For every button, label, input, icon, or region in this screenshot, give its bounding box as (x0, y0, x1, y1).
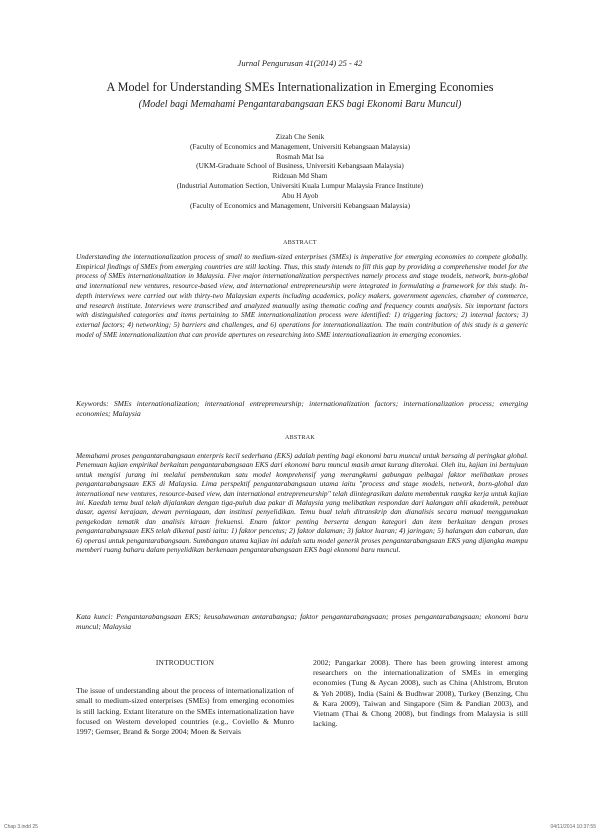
paper-title: A Model for Understanding SMEs Internationalization in Emerging Economies (106, 80, 494, 94)
author-name: Zizah Che Senik (275, 132, 325, 141)
author-block (0, 132, 600, 210)
abstrak-heading: ABSTRAK (284, 435, 316, 441)
author-affiliation: (Industrial Automation Section, Universiti Kuala Lumpur Malaysia France Institute) (176, 180, 424, 190)
author-name: Ridzuan Md Sham (272, 171, 328, 181)
abstrak-keywords: Kata kunci: Pengantarabangsaan EKS; keusahawanan antarabangsa; faktor pengantarabangsaan; proses pengantarabangsaan; ekonomi baru muncul; Malaysia (76, 612, 528, 631)
author-name: Rosmah Mat Isa (276, 151, 324, 161)
footer-timestamp: 04/11/2014 10:37:55 (550, 824, 596, 830)
abstract-text: Understanding the internationalization process of small to medium-sized enterprises (SMEs) is imperative for emerging economies to compete globally. Empirical findings of SMEs from emerging countries are still lacking. Thus, this study intends to fill this gap by providing a comprehensive model for the process of SMEs internationalization in Malaysia. Five major internationalization perspectives namely process and stage models, network, born-global and international new ventures, resource-based view, and international entrepreneurship were integrated in formulating a framework for this study. In-depth interviews were carried out with thirty-two Malaysian experts including academics, policy makers, government agencies, chamber of commerce, and research institute. Interviews were transcribed and analyzed manually using thematic coding and frequency counts analysis. Six important factors with distinguished categories and items pertaining to SME internationalization process were identified: 1) triggering factors; 2) internal factors; 3) external factors; 4) networking; 5) barriers and challenges, and 6) operations for internationalization. The main contribution of this study is a generic model of SME internationalization that can provide apertures on researching into SME internationalization in emerging economies. (76, 252, 528, 339)
footer-file-label: Chap 3.indd 25 (4, 824, 38, 830)
right-column (313, 658, 528, 729)
paper-subtitle: (Model bagi Memahami Pengantarabangsaan EKS bagi Ekonomi Baru Muncul) (138, 99, 462, 110)
author-affiliation: (Faculty of Economics and Management, Universiti Kebangsaan Malaysia) (189, 141, 411, 151)
abstract-heading: ABSTRACT (283, 240, 317, 246)
author-name: Abu H Ayob (281, 190, 319, 200)
abstrak-text: Memahami proses pengantarabangsaan enterpris kecil sederhana (EKS) adalah penting bagi ekonomi baru muncul untuk bersaing di peringkat global. Penemuan kajian empirikal berkaitan pengantarabangsaan EKS dari ekonomi baru muncul masih amat kurang diterokai. Oleh itu, kajian ini bertujuan untuk mengisi jurang ini melalui pembentukan satu model komprehensif yang merangkumi gabungan pelbagai faktor melibatkan proses pengantarabangsaan EKS di Malaysia. Lima perspektif pengantarabangsaan utama iaitu "process and stage models, network, born-global dan international new ventures, resource-based view, dan international entrepreneurship" telah diintegrasikan dalam membentuk rangka kerja untuk kajian ini. Kaedah temu bual telah dijalankan dengan tiga-puluh dua pakar di Malaysia yang melibatkan respondan dari kalangan ahli akademik, pembuat dasar, agensi kerajaan, dewan perniagaan, dan institusi penyelidikan. Temu bual telah ditranskrip dan dianalisis secara manual menggunakan pengekodan tematik dan analisis kiraan frekuensi. Enam faktor penting berserta dengan kategori dan item berkaitan dengan proses pengantarabangsaan EKS telah dikenal pasti iaitu: 1) faktor pencetus; 2) faktor dalaman; 3) faktor luaran; 4) jaringan; 5) halangan dan cabaran, dan 6) operasi untuk pengantarabangsaan. Sumbangan utama kajian ini adalah satu model generik proses pengantarabangsaan EKS yang dijangka mampu memberi ruang baharu dalam penyelidikan berkenaan pengantarabangsaan EKS bagi ekonomi baru muncul. (76, 451, 528, 555)
introduction-text-left: The issue of understanding about the process of internationalization of small to medium-sized enterprises (SMEs) from emerging economies is still lacking. Extant literature on the SMEs internationalization have focused on Western developed countries (e.g., Coviello & Munro 1997; Gemser, Brand & Sorge 2004; Moen & Servais (76, 686, 294, 737)
introduction-text-right: 2002; Pangarkar 2008). There has been growing interest among researchers on the internationalization of SMEs in emerging economies (Tung & Aycan 2008), such as China (Ahlstrom, Bruton & Yeh 2008), India (Saini & Budhwar 2008), Turkey (Benzing, Chu & Kara 2009), Taiwan and Singapore (Sim & Pandian 2003), and Vietnam (Thai & Chong 2008), but findings from Malaysia is still lacking. (313, 658, 528, 729)
left-column (76, 658, 294, 737)
introduction-heading: INTRODUCTION (155, 658, 215, 667)
abstract-keywords: Keywords: SMEs internationalization; international entrepreneurship; internationalization factors; internationalization process; emerging economies; Malaysia (76, 399, 528, 418)
print-footer (0, 815, 600, 833)
author-affiliation: (Faculty of Economics and Management, Universiti Kebangsaan Malaysia) (189, 200, 411, 210)
journal-citation: Jurnal Pengurusan 41(2014) 25 - 42 (237, 58, 363, 68)
author-affiliation: (UKM-Graduate School of Business, Universiti Kebangsaan Malaysia) (196, 161, 404, 171)
